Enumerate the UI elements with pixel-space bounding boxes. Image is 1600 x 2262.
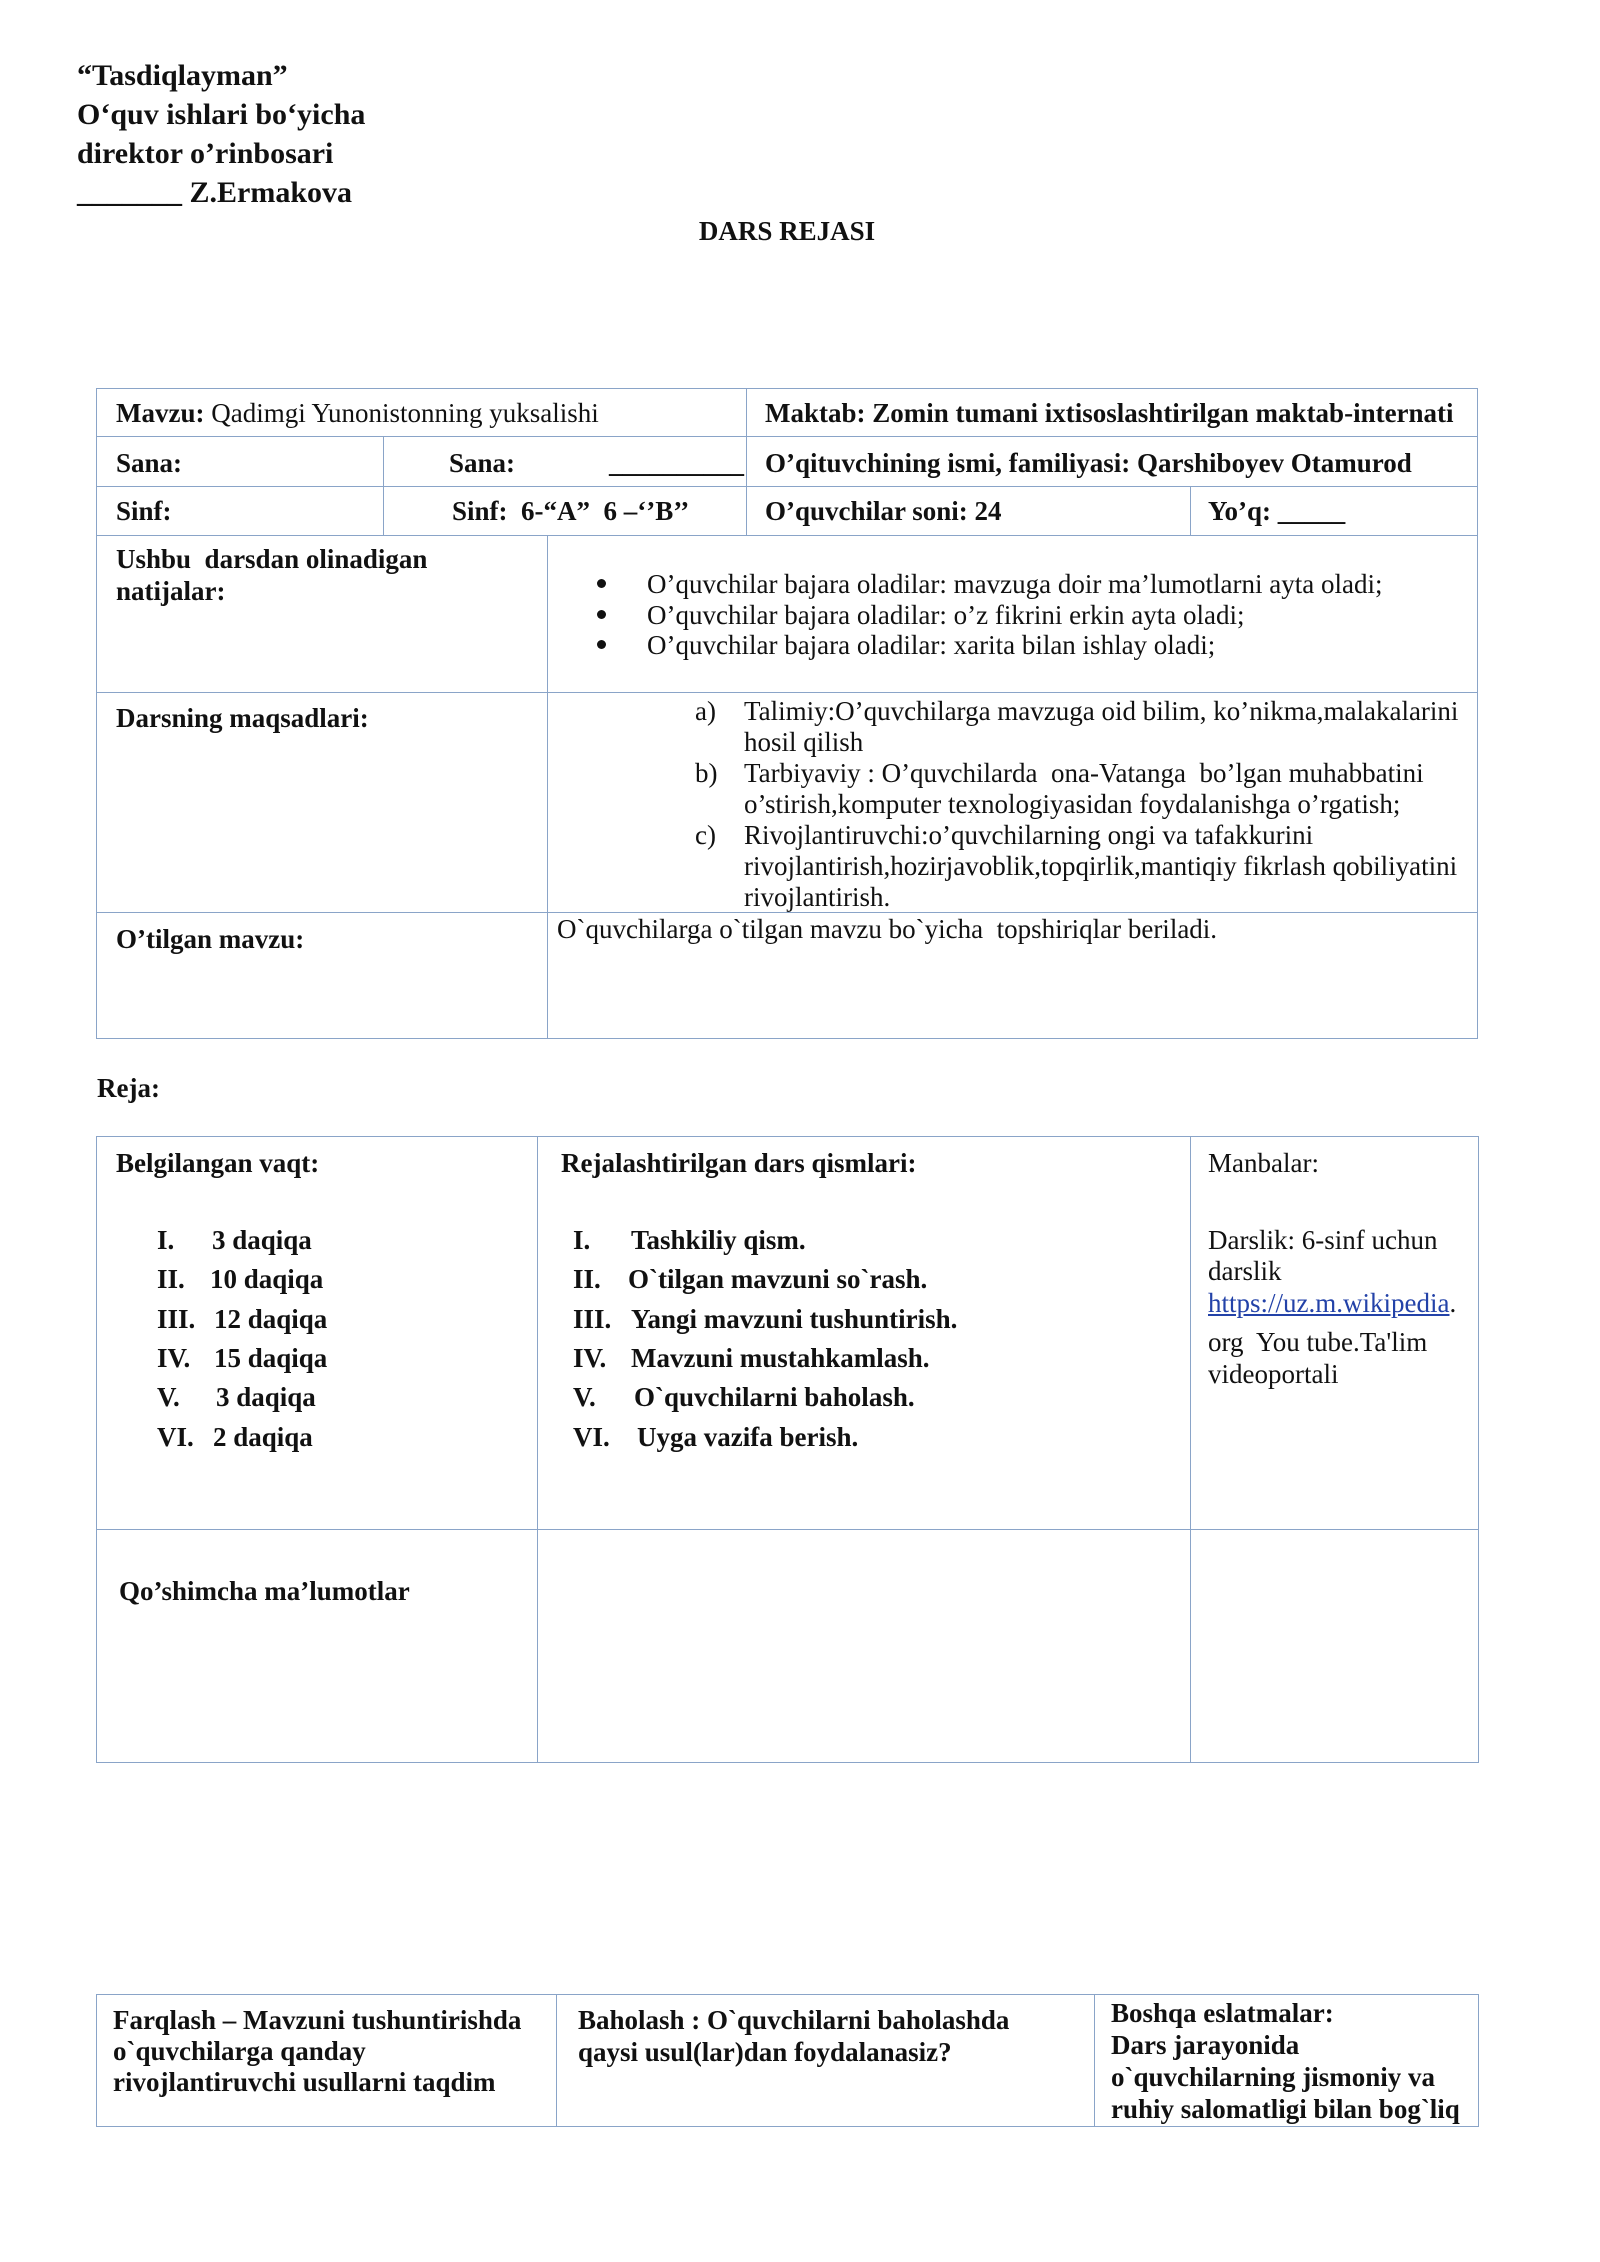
link-suffix: . [1449, 1288, 1457, 1318]
assessment-cell [556, 1994, 1094, 2127]
school-cell [746, 388, 1478, 436]
extra-info-label: Qo’shimcha ma’lumotlar [119, 1576, 410, 1606]
part-num: IV. [573, 1343, 607, 1373]
part-item: O`tilgan mavzuni so`rash. [628, 1264, 928, 1294]
other-notes-line: ruhiy salomatligi bilan bog`liq [1111, 2094, 1460, 2124]
plan-label: Reja: [97, 1073, 160, 1103]
students-cell [746, 486, 1190, 535]
page-title: DARS REJASI [698, 216, 876, 246]
outcome-item: O’quvchilar bajara oladilar: mavzuga doir ma’lumotlarni ayta oladi; [647, 569, 1383, 599]
goal-marker: a) [695, 696, 716, 726]
differentiation-line: rivojlantiruvchi usullarni taqdim [113, 2067, 496, 2097]
prev-topic-label-cell [96, 912, 547, 1039]
part-num: I. [573, 1225, 591, 1255]
date-blank: __________ [609, 448, 744, 478]
part-item: Yangi mavzuni tushuntirish. [631, 1304, 958, 1334]
time-num: VI. [157, 1422, 194, 1452]
outcomes-label-line: natijalar: [116, 576, 226, 606]
part-item: Mavzuni mustahkamlash. [631, 1343, 930, 1373]
time-num: IV. [157, 1343, 191, 1373]
approval-line: O‘quv ishlari bo‘yicha [77, 98, 366, 131]
time-item: 12 daqiqa [214, 1304, 328, 1334]
plan-table [96, 1136, 1479, 1763]
absent-count: Yo’q: _____ [1208, 496, 1346, 526]
other-notes-line: Dars jarayonida [1111, 2030, 1300, 2060]
assessment-line: Baholash : O`quvchilarni baholashda [578, 2005, 1010, 2035]
source-line: org You tube.Ta'lim [1208, 1327, 1428, 1357]
class-cell-2 [383, 486, 746, 535]
lesson-info-table [96, 388, 1478, 1039]
goals-label: Darsning maqsadlari: [116, 703, 369, 733]
goal-line: o’stirish,komputer texnologiyasidan foydalanishga o’rgatish; [744, 789, 1401, 819]
teacher-text: O’qituvchining ismi, familiyasi: Qarshiboyev Otamurod [765, 448, 1412, 478]
goal-line: Tarbiyaviy : O’quvchilarda ona-Vatanga bo’lgan muhabbatini [744, 758, 1424, 788]
approval-line: direktor o’rinbosari [77, 137, 334, 170]
outcome-item: O’quvchilar bajara oladilar: o’z fikrini erkin ayta oladi; [647, 600, 1245, 630]
source-line: Darslik: 6-sinf uchun [1208, 1225, 1438, 1255]
source-link-line [1208, 1288, 1456, 1318]
other-notes-line: o`quvchilarning jismoniy va [1111, 2062, 1436, 2092]
goal-marker: b) [695, 758, 718, 788]
time-header: Belgilangan vaqt: [116, 1148, 320, 1178]
goal-line: rivojlantirish,hozirjavoblik,topqirlik,mantiqiy fikrlash qobiliyatini [744, 851, 1458, 881]
part-item: O`quvchilarni baholash. [634, 1382, 915, 1412]
part-num: II. [573, 1264, 601, 1294]
goals-cell [547, 692, 1478, 912]
date-label: Sana: [116, 448, 183, 478]
part-num: VI. [573, 1422, 610, 1452]
goal-line: rivojlantirish. [744, 882, 891, 912]
differentiation-line: Farqlash – Mavzuni tushuntirishda [113, 2005, 522, 2035]
notes-table [96, 1994, 1479, 2127]
time-num: I. [157, 1225, 175, 1255]
sources-header: Manbalar: [1208, 1148, 1319, 1178]
prev-topic-label: O’tilgan mavzu: [116, 924, 305, 954]
wikipedia-link[interactable]: https://uz.m.wikipedia [1208, 1288, 1450, 1318]
extra-info-cell [96, 1529, 537, 1763]
absent-cell [1190, 486, 1478, 535]
time-item: 2 daqiqa [213, 1422, 313, 1452]
goals-label-cell [96, 692, 547, 912]
parts-cell [537, 1136, 1190, 1529]
source-line: darslik [1208, 1256, 1282, 1286]
outcomes-cell [547, 535, 1478, 692]
class-cell [96, 486, 383, 535]
prev-topic-cell [547, 912, 1478, 1039]
approval-line: “Tasdiqlayman” [77, 59, 288, 92]
topic-value: Qadimgi Yunonistonning yuksalishi [211, 398, 599, 428]
date-label-2: Sana: [449, 448, 516, 478]
time-num: V. [157, 1382, 180, 1412]
extra-info-empty-cell [537, 1529, 1190, 1763]
differentiation-line: o`quvchilarga qanday [113, 2036, 366, 2066]
topic-label: Mavzu: [116, 398, 205, 428]
class-value: Sinf: 6-“A” 6 –‘’B’’ [452, 496, 690, 526]
goal-line: Talimiy:O’quvchilarga mavzuga oid bilim, ko’nikma,malakalarini [744, 696, 1459, 726]
differentiation-cell [96, 1994, 556, 2127]
goal-line: Rivojlantiruvchi:o’quvchilarning ongi va tafakkurini [744, 820, 1314, 850]
date-cell [96, 436, 383, 486]
part-num: III. [573, 1304, 612, 1334]
source-line: videoportali [1208, 1359, 1339, 1389]
class-label: Sinf: [116, 496, 172, 526]
part-num: V. [573, 1382, 596, 1412]
time-num: II. [157, 1264, 185, 1294]
parts-header: Rejalashtirilgan dars qismlari: [561, 1148, 917, 1178]
approval-signature-line: _______ Z.Ermakova [77, 176, 353, 209]
assessment-line: qaysi usul(lar)dan foydalanasiz? [578, 2037, 952, 2067]
topic-line [116, 398, 599, 428]
topic-cell [96, 388, 746, 436]
time-item: 10 daqiqa [210, 1264, 324, 1294]
time-num: III. [157, 1304, 196, 1334]
outcomes-label-cell [96, 535, 547, 692]
approval-block [77, 56, 365, 212]
prev-topic-text: O`quvchilarga o`tilgan mavzu bo`yicha topshiriqlar beriladi. [557, 914, 1218, 944]
time-item: 3 daqiqa [212, 1225, 312, 1255]
time-item: 15 daqiqa [214, 1343, 328, 1373]
time-item: 3 daqiqa [216, 1382, 316, 1412]
other-notes-line: Boshqa eslatmalar: [1111, 1998, 1334, 2028]
teacher-cell [746, 436, 1478, 486]
date-cell-2 [383, 436, 746, 486]
outcomes-label-line: Ushbu darsdan olinadigan [116, 544, 428, 574]
bullet-icon [597, 640, 606, 649]
other-notes-cell [1094, 1994, 1479, 2127]
time-cell [96, 1136, 537, 1529]
bullet-icon [597, 610, 606, 619]
goal-line: hosil qilish [744, 727, 864, 757]
students-count: O’quvchilar soni: 24 [765, 496, 1002, 526]
outcome-item: O’quvchilar bajara oladilar: xarita bilan ishlay oladi; [647, 630, 1216, 660]
sources-cell [1190, 1136, 1479, 1529]
goal-marker: c) [695, 820, 716, 850]
part-item: Uyga vazifa berish. [637, 1422, 859, 1452]
extra-info-empty-cell [1190, 1529, 1479, 1763]
part-item: Tashkiliy qism. [631, 1225, 806, 1255]
bullet-icon [597, 579, 606, 588]
school-text: Maktab: Zomin tumani ixtisoslashtirilgan maktab-internati [765, 398, 1454, 428]
